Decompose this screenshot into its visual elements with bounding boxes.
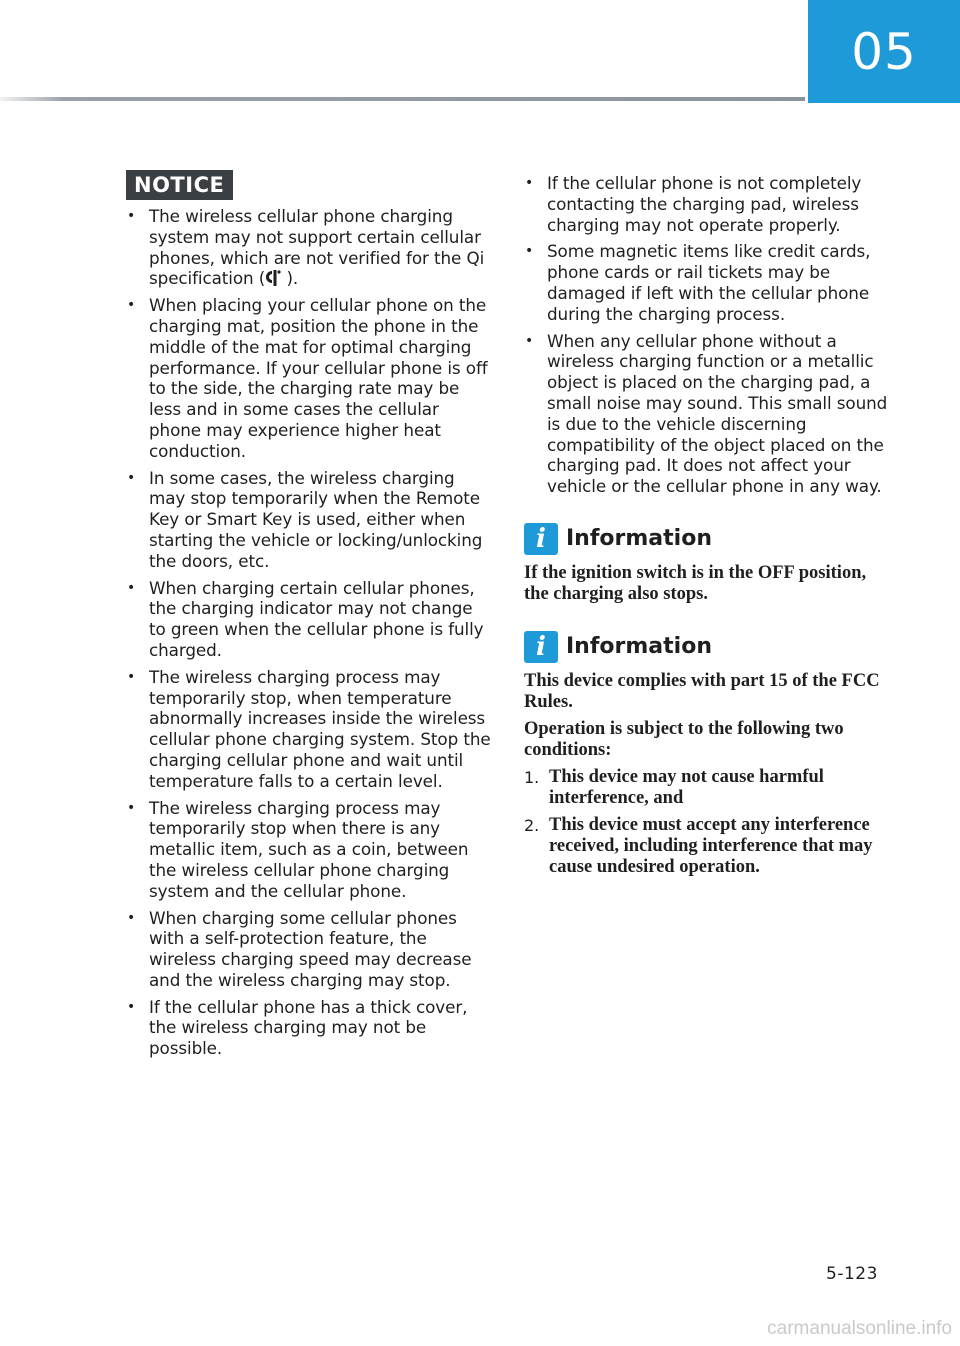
right-column — [524, 173, 890, 884]
bullet-icon: • — [127, 998, 136, 1015]
chapter-number: 05 — [851, 22, 917, 81]
fcc-conditions-list — [524, 767, 890, 878]
notice-item — [524, 241, 890, 324]
fcc-condition-text: This device may not cause harmful interference, and — [549, 766, 824, 808]
qi-icon — [265, 269, 281, 287]
information-title: Information — [566, 634, 712, 660]
notice-item — [126, 295, 491, 461]
fcc-compliance-text: This device complies with part 15 of the FCC Rules. — [524, 670, 880, 712]
notice-item-text: Some magnetic items like credit cards, phone cards or rail tickets may be damaged if left with the cellular phone during the charging process. — [547, 241, 871, 324]
bullet-icon: • — [127, 469, 136, 486]
bullet-icon: • — [127, 208, 136, 224]
notice-item-text: When placing your cellular phone on the charging mat, position the phone in the middle of the mat for optimal charging performance. If your cellular phone is off to the side, the charging rate may be less and in some cases the cellular phone may experience higher heat conduction. — [149, 295, 488, 461]
bullet-icon: • — [127, 579, 136, 596]
notice-item — [126, 798, 491, 902]
bullet-icon: • — [127, 668, 136, 685]
bullet-icon: • — [525, 243, 534, 260]
info-icon: i — [524, 631, 558, 663]
notice-item-text: In some cases, the wireless charging may stop temporarily when the Remote Key or Smart Key is used, either when starting the vehicle or locking/unlocking the doors, etc. — [149, 467, 483, 571]
notice-item — [126, 468, 491, 572]
header-rule — [0, 97, 805, 101]
notice-item-text-end: ). — [281, 268, 299, 289]
bullet-icon: • — [127, 909, 136, 926]
fcc-condition-item — [524, 815, 890, 878]
notice-item — [126, 667, 491, 792]
notice-item — [126, 997, 491, 1059]
notice-item — [524, 331, 890, 497]
information-header — [524, 523, 890, 555]
notice-list-continued — [524, 173, 890, 497]
notice-item-text: The wireless charging process may temporarily stop when there is any metallic item, such as a coin, between the wireless cellular phone charging system and the cellular phone. — [149, 797, 469, 901]
bullet-icon: • — [127, 799, 136, 816]
information-text: If the ignition switch is in the OFF position, the charging also stops. — [524, 562, 867, 604]
fcc-condition-text: This device must accept any interference received, including interference that may cause undesired operation. — [549, 814, 873, 877]
notice-item — [524, 173, 890, 235]
information-title: Information — [566, 526, 712, 552]
bullet-icon: • — [525, 175, 534, 191]
notice-badge: NOTICE — [126, 170, 233, 200]
notice-item — [126, 908, 491, 991]
notice-list — [126, 206, 491, 1059]
notice-item-text: When charging some cellular phones with a self-protection feature, the wireless charging speed may decrease and the wireless charging may stop. — [149, 907, 472, 990]
notice-item-text: The wireless charging process may temporarily stop, when temperature abnormally increases inside the wireless cellular phone charging system. Stop the charging cellular phone and wait until temperature falls to a certain level. — [149, 666, 491, 791]
information-header — [524, 631, 890, 663]
notice-item — [126, 206, 491, 289]
bullet-icon: • — [525, 332, 534, 349]
notice-item-text: If the cellular phone has a thick cover, the wireless charging may not be possible. — [149, 996, 468, 1059]
notice-item-text: When any cellular phone without a wireless charging function or a metallic object is placed on the charging pad, a small noise may sound. This small sound is due to the vehicle discerning compatibility of the object placed on the charging pad. It does not affect your vehicle or the cellular phone in any way. — [547, 330, 888, 497]
bullet-icon: • — [127, 297, 136, 314]
notice-item-text: The wireless cellular phone charging system may not support certain cellular phones, which are not verified for the Qi specification ( — [149, 206, 485, 289]
fcc-condition-item — [524, 767, 890, 809]
fcc-conditions-intro: Operation is subject to the following two conditions: — [524, 718, 844, 760]
notice-item-text: When charging certain cellular phones, the charging indicator may not change to green when the cellular phone is fully charged. — [149, 577, 484, 660]
notice-item-text: If the cellular phone is not completely contacting the charging pad, wireless charging may not operate properly. — [547, 173, 862, 235]
chapter-tab — [808, 0, 960, 103]
item-number: 1. — [524, 767, 540, 787]
watermark: carmanualsonline.info — [767, 1318, 952, 1339]
left-column — [126, 170, 491, 1065]
notice-item — [126, 578, 491, 661]
info-icon: i — [524, 523, 558, 555]
item-number: 2. — [524, 815, 540, 835]
page-number: 5-123 — [826, 1264, 878, 1284]
